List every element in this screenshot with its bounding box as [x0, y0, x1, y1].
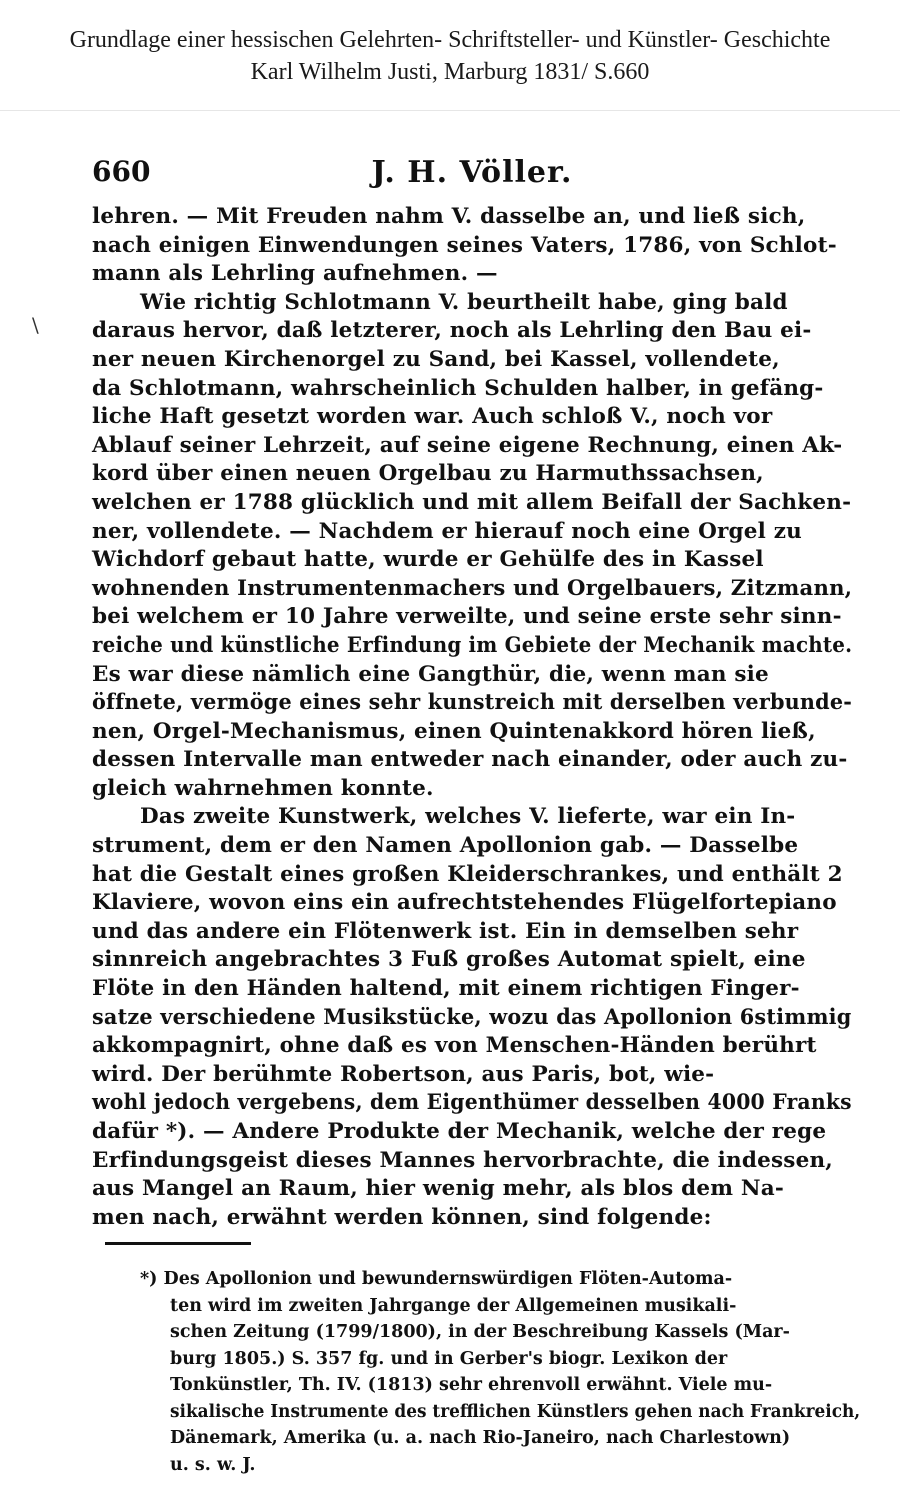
- footnote-line: burg 1805.) S. 357 fg. und in Gerber's biogr. Lexikon der: [170, 1348, 728, 1369]
- footnote-line: sikalische Instrumente des trefflichen Künstlers gehen nach Frankreich,: [170, 1401, 861, 1422]
- body-line: Erfindungsgeist dieses Mannes hervorbrachte, die indessen,: [92, 1147, 833, 1173]
- body-line: Klaviere, wovon eins ein aufrechtstehendes Flügelfortepiano: [92, 890, 837, 916]
- body-line: mann als Lehrling aufnehmen. —: [92, 261, 498, 287]
- body-line: da Schlotmann, wahrscheinlich Schulden halber, in gefäng-: [92, 375, 824, 401]
- body-line: welchen er 1788 glücklich und mit allem Beifall der Sachken-: [92, 489, 852, 515]
- body-line: ner, vollendete. — Nachdem er hierauf noch eine Orgel zu: [92, 518, 802, 544]
- body-line: wohnenden Instrumentenmachers und Orgelbauers, Zitzmann,: [92, 575, 853, 601]
- footnote-line: Dänemark, Amerika (u. a. nach Rio-Janeiro, nach Charlestown): [170, 1428, 791, 1448]
- body-line: sinnreich angebrachtes 3 Fuß großes Automat spielt, eine: [92, 947, 806, 973]
- scanned-page: [92, 155, 852, 1232]
- body-line: Wie richtig Schlotmann V. beurtheilt habe, ging bald: [140, 289, 788, 315]
- footnote-line: u. s. w. J.: [170, 1454, 256, 1475]
- header-source: Karl Wilhelm Justi, Marburg 1831/ S.660: [250, 59, 650, 85]
- body-line: nach einigen Einwendungen seines Vaters, 1786, von Schlot-: [92, 232, 837, 258]
- body-line: akkompagnirt, ohne daß es von Menschen-Händen berührt: [92, 1033, 817, 1059]
- body-line: Ablauf seiner Lehrzeit, auf seine eigene Rechnung, einen Ak-: [92, 432, 843, 458]
- footnote-rule: [105, 1242, 251, 1245]
- body-line: Wichdorf gebaut hatte, wurde er Gehülfe des in Kassel: [92, 547, 764, 573]
- body-line: hat die Gestalt eines großen Kleiderschrankes, und enthält 2: [92, 861, 843, 887]
- body-line: satze verschiedene Musikstücke, wozu das Apollonion 6stimmig: [92, 1004, 852, 1030]
- body-line: bei welchem er 10 Jahre verweilte, und seine erste sehr sinn-: [92, 604, 842, 630]
- body-line: wohl jedoch vergebens, dem Eigenthümer desselben 4000 Franks: [92, 1090, 852, 1116]
- body-line: nen, Orgel-Mechanismus, einen Quintenakkord hören ließ,: [92, 718, 816, 744]
- body-line: aus Mangel an Raum, hier wenig mehr, als blos dem Na-: [92, 1176, 785, 1202]
- footnotes: [140, 1266, 860, 1478]
- body-line: Flöte in den Händen haltend, mit einem richtigen Finger-: [92, 976, 800, 1002]
- body-line: öffnete, vermöge eines sehr kunstreich mit derselben verbunde-: [92, 690, 853, 716]
- footnote-line: *) Des Apollonion und bewundernswürdigen Flöten-Automa-: [140, 1269, 733, 1289]
- footnote-line: schen Zeitung (1799/1800), in der Beschreibung Kassels (Mar-: [170, 1322, 790, 1342]
- footnote-line: ten wird im zweiten Jahrgange der Allgemeinen musikali-: [170, 1295, 737, 1316]
- body-line: gleich wahrnehmen konnte.: [92, 775, 434, 801]
- body-line: Das zweite Kunstwerk, welches V. lieferte, war ein In-: [140, 804, 796, 830]
- body-text: [92, 203, 852, 1232]
- running-head: [92, 155, 852, 203]
- body-line: dessen Intervalle man entweder nach einander, oder auch zu-: [92, 747, 848, 773]
- body-line: und das andere ein Flötenwerk ist. Ein in demselben sehr: [92, 918, 799, 944]
- margin-mark: \: [32, 313, 39, 337]
- page-number: 660: [92, 155, 151, 188]
- body-line: men nach, erwähnt werden können, sind folgende:: [92, 1204, 712, 1230]
- body-line: dafür *). — Andere Produkte der Mechanik, welche der rege: [92, 1119, 827, 1144]
- body-line: kord über einen neuen Orgelbau zu Harmuthssachsen,: [92, 461, 764, 487]
- body-line: Es war diese nämlich eine Gangthür, die, wenn man sie: [92, 661, 769, 687]
- body-line: liche Haft gesetzt worden war. Auch schloß V., noch vor: [92, 404, 773, 430]
- body-line: strument, dem er den Namen Apollonion gab. — Dasselbe: [92, 833, 799, 859]
- document-header: [0, 0, 900, 111]
- body-line: daraus hervor, daß letzterer, noch als Lehrling den Bau ei-: [92, 318, 812, 344]
- running-title: J. H. Völler.: [371, 155, 573, 190]
- body-line: wird. Der berühmte Robertson, aus Paris, bot, wie-: [92, 1061, 715, 1087]
- footnote-line: Tonkünstler, Th. IV. (1813) sehr ehrenvoll erwähnt. Viele mu-: [170, 1375, 773, 1395]
- body-line: reiche und künstliche Erfindung im Gebiete der Mechanik machte.: [92, 632, 853, 658]
- header-title: Grundlage einer hessischen Gelehrten- Schriftsteller- und Künstler- Geschichte: [69, 27, 831, 53]
- body-line: lehren. — Mit Freuden nahm V. dasselbe an, und ließ sich,: [92, 204, 806, 229]
- body-line: ner neuen Kirchenorgel zu Sand, bei Kassel, vollendete,: [92, 346, 780, 372]
